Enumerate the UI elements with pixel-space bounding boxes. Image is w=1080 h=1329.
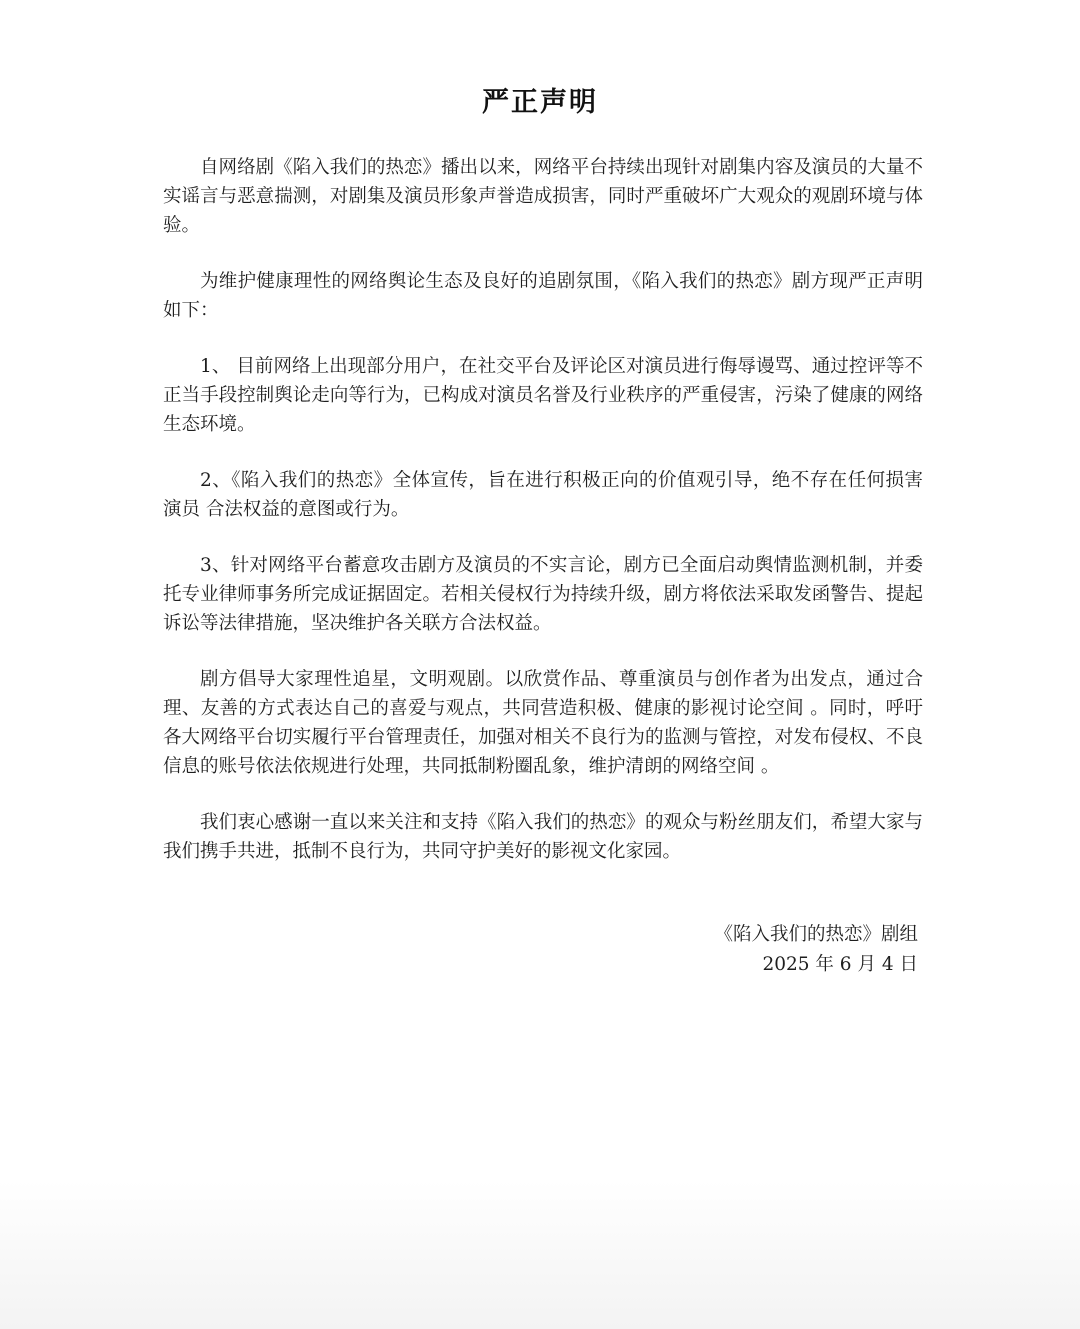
statement-title: 严正声明 [482,87,598,118]
paragraph-intro: 自网络剧《陷入我们的热恋》播出以来，网络平台持续出现针对剧集内容及演员的大量不实谣言与恶意揣测，对剧集及演员形象声誉造成损害，同时严重破坏广大观众的观剧环境与体验。 [163,157,923,236]
paragraph-point-1: 1、 目前网络上出现部分用户，在社交平台及评论区对演员进行侮辱谩骂、通过控评等不正当手段控制舆论走向等行为，已构成对演员名誉及行业秩序的严重侵害，污染了健康的网络生态环境。 [163,356,923,435]
paragraph-declaration: 为维护健康理性的网络舆论生态及良好的追剧氛围，《陷入我们的热恋》剧方现严正声明如下： [163,271,923,321]
paragraph-advocacy: 剧方倡导大家理性追星，文明观剧。以欣赏作品、尊重演员与创作者为出发点，通过合理、友善的方式表达自己的喜爱与观点，共同营造积极、健康的影视讨论空间 。同时，呼吁各大网络平台切实履行平台管理责任，加强对相关不良行为的监测与管控，对发布侵权、不良信息的账号依法依规进行处理，共同抵制粉圈乱象，维护清朗的网络空间 。 [163,669,923,777]
signature-org: 《陷入我们的热恋》剧组 [714,924,918,945]
paragraph-point-3: 3、针对网络平台蓄意攻击剧方及演员的不实言论，剧方已全面启动舆情监测机制，并委托专业律师事务所完成证据固定。若相关侵权行为持续升级，剧方将依法采取发函警告、提起诉讼等法律措施，坚决维护各关联方合法权益。 [163,555,923,634]
statement-body [163,153,923,893]
paragraph-thanks: 我们衷心感谢一直以来关注和支持《陷入我们的热恋》的观众与粉丝朋友们，希望大家与我们携手共进，抵制不良行为，共同守护美好的影视文化家园。 [163,812,923,862]
paragraph-point-2: 2、《陷入我们的热恋》全体宣传，旨在进行积极正向的价值观引导，绝不存在任何损害演员 合法权益的意图或行为。 [163,470,923,520]
signature-block [600,920,918,980]
signature-date: 2025 年 6 月 4 日 [762,954,918,975]
